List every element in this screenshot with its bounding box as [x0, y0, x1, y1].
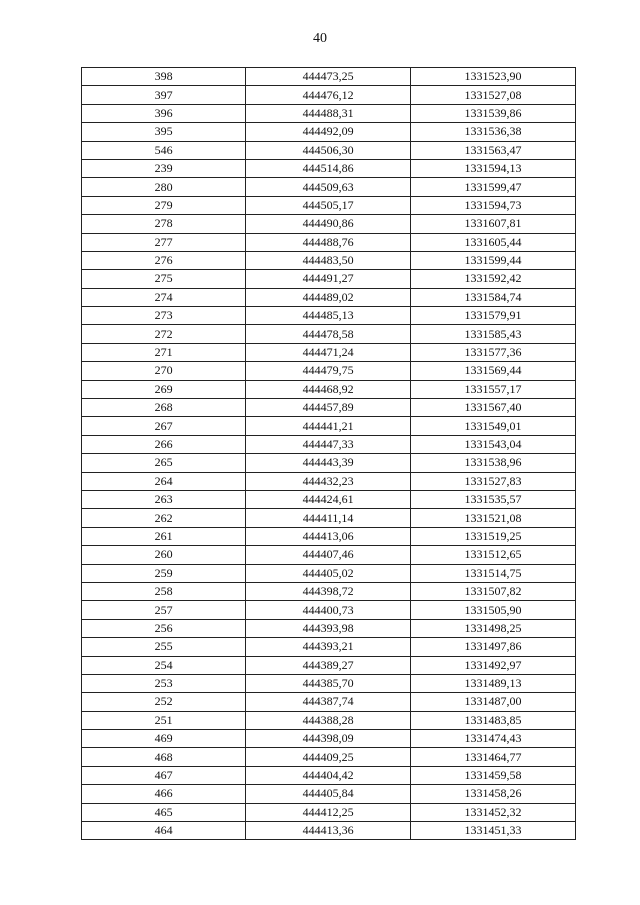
point-number-cell: 280	[82, 178, 246, 196]
point-number-cell: 271	[82, 343, 246, 361]
y-coordinate-cell: 1331539,86	[411, 104, 576, 122]
x-coordinate-cell: 444447,33	[246, 435, 411, 453]
x-coordinate-cell: 444457,89	[246, 399, 411, 417]
table-row	[82, 399, 576, 417]
point-number-cell: 278	[82, 215, 246, 233]
point-number-cell: 272	[82, 325, 246, 343]
table-row	[82, 178, 576, 196]
point-number-cell: 467	[82, 766, 246, 784]
table-row	[82, 527, 576, 545]
y-coordinate-cell: 1331594,73	[411, 196, 576, 214]
y-coordinate-cell: 1331458,26	[411, 785, 576, 803]
table-row	[82, 730, 576, 748]
x-coordinate-cell: 444424,61	[246, 490, 411, 508]
table-row	[82, 343, 576, 361]
table-row	[82, 454, 576, 472]
point-number-cell: 464	[82, 822, 246, 840]
x-coordinate-cell: 444407,46	[246, 546, 411, 564]
y-coordinate-cell: 1331599,47	[411, 178, 576, 196]
y-coordinate-cell: 1331535,57	[411, 490, 576, 508]
y-coordinate-cell: 1331507,82	[411, 582, 576, 600]
y-coordinate-cell: 1331527,83	[411, 472, 576, 490]
table-row	[82, 380, 576, 398]
y-coordinate-cell: 1331569,44	[411, 362, 576, 380]
table-row	[82, 711, 576, 729]
point-number-cell: 252	[82, 693, 246, 711]
x-coordinate-cell: 444398,72	[246, 582, 411, 600]
table-row	[82, 822, 576, 840]
x-coordinate-cell: 444488,76	[246, 233, 411, 251]
y-coordinate-cell: 1331599,44	[411, 251, 576, 269]
x-coordinate-cell: 444441,21	[246, 417, 411, 435]
y-coordinate-cell: 1331527,08	[411, 86, 576, 104]
x-coordinate-cell: 444490,86	[246, 215, 411, 233]
point-number-cell: 276	[82, 251, 246, 269]
y-coordinate-cell: 1331607,81	[411, 215, 576, 233]
table-row	[82, 233, 576, 251]
x-coordinate-cell: 444412,25	[246, 803, 411, 821]
x-coordinate-cell: 444393,21	[246, 638, 411, 656]
point-number-cell: 255	[82, 638, 246, 656]
x-coordinate-cell: 444471,24	[246, 343, 411, 361]
table-row	[82, 656, 576, 674]
page-number: 40	[313, 31, 327, 46]
x-coordinate-cell: 444404,42	[246, 766, 411, 784]
y-coordinate-cell: 1331483,85	[411, 711, 576, 729]
point-number-cell: 270	[82, 362, 246, 380]
y-coordinate-cell: 1331505,90	[411, 601, 576, 619]
y-coordinate-cell: 1331605,44	[411, 233, 576, 251]
table-row	[82, 472, 576, 490]
y-coordinate-cell: 1331538,96	[411, 454, 576, 472]
point-number-cell: 260	[82, 546, 246, 564]
table-row	[82, 803, 576, 821]
table-row	[82, 546, 576, 564]
x-coordinate-cell: 444478,58	[246, 325, 411, 343]
table-row	[82, 196, 576, 214]
x-coordinate-cell: 444514,86	[246, 159, 411, 177]
point-number-cell: 258	[82, 582, 246, 600]
y-coordinate-cell: 1331523,90	[411, 68, 576, 86]
x-coordinate-cell: 444405,02	[246, 564, 411, 582]
coordinates-table-body	[82, 68, 576, 840]
y-coordinate-cell: 1331536,38	[411, 123, 576, 141]
y-coordinate-cell: 1331498,25	[411, 619, 576, 637]
table-row	[82, 693, 576, 711]
table-row	[82, 435, 576, 453]
y-coordinate-cell: 1331474,43	[411, 730, 576, 748]
table-row	[82, 748, 576, 766]
y-coordinate-cell: 1331557,17	[411, 380, 576, 398]
x-coordinate-cell: 444506,30	[246, 141, 411, 159]
table-row	[82, 601, 576, 619]
table-row	[82, 509, 576, 527]
point-number-cell: 398	[82, 68, 246, 86]
point-number-cell: 395	[82, 123, 246, 141]
point-number-cell: 546	[82, 141, 246, 159]
x-coordinate-cell: 444413,06	[246, 527, 411, 545]
y-coordinate-cell: 1331497,86	[411, 638, 576, 656]
point-number-cell: 466	[82, 785, 246, 803]
x-coordinate-cell: 444473,25	[246, 68, 411, 86]
point-number-cell: 275	[82, 270, 246, 288]
point-number-cell: 279	[82, 196, 246, 214]
table-row	[82, 417, 576, 435]
x-coordinate-cell: 444479,75	[246, 362, 411, 380]
y-coordinate-cell: 1331492,97	[411, 656, 576, 674]
x-coordinate-cell: 444411,14	[246, 509, 411, 527]
y-coordinate-cell: 1331592,42	[411, 270, 576, 288]
x-coordinate-cell: 444387,74	[246, 693, 411, 711]
table-row	[82, 123, 576, 141]
x-coordinate-cell: 444388,28	[246, 711, 411, 729]
point-number-cell: 239	[82, 159, 246, 177]
point-number-cell: 254	[82, 656, 246, 674]
table-row	[82, 104, 576, 122]
table-row	[82, 288, 576, 306]
point-number-cell: 265	[82, 454, 246, 472]
point-number-cell: 397	[82, 86, 246, 104]
table-row	[82, 766, 576, 784]
x-coordinate-cell: 444432,23	[246, 472, 411, 490]
y-coordinate-cell: 1331451,33	[411, 822, 576, 840]
point-number-cell: 261	[82, 527, 246, 545]
y-coordinate-cell: 1331519,25	[411, 527, 576, 545]
point-number-cell: 251	[82, 711, 246, 729]
y-coordinate-cell: 1331567,40	[411, 399, 576, 417]
table-row	[82, 68, 576, 86]
y-coordinate-cell: 1331487,00	[411, 693, 576, 711]
point-number-cell: 396	[82, 104, 246, 122]
x-coordinate-cell: 444485,13	[246, 307, 411, 325]
table-row	[82, 307, 576, 325]
x-coordinate-cell: 444389,27	[246, 656, 411, 674]
point-number-cell: 264	[82, 472, 246, 490]
x-coordinate-cell: 444492,09	[246, 123, 411, 141]
x-coordinate-cell: 444483,50	[246, 251, 411, 269]
point-number-cell: 277	[82, 233, 246, 251]
table-row	[82, 362, 576, 380]
x-coordinate-cell: 444405,84	[246, 785, 411, 803]
table-row	[82, 564, 576, 582]
coordinates-table	[81, 67, 576, 840]
point-number-cell: 263	[82, 490, 246, 508]
x-coordinate-cell: 444413,36	[246, 822, 411, 840]
point-number-cell: 469	[82, 730, 246, 748]
point-number-cell: 273	[82, 307, 246, 325]
x-coordinate-cell: 444488,31	[246, 104, 411, 122]
y-coordinate-cell: 1331579,91	[411, 307, 576, 325]
table-row	[82, 638, 576, 656]
x-coordinate-cell: 444491,27	[246, 270, 411, 288]
y-coordinate-cell: 1331459,58	[411, 766, 576, 784]
y-coordinate-cell: 1331489,13	[411, 674, 576, 692]
table-row	[82, 86, 576, 104]
table-row	[82, 141, 576, 159]
point-number-cell: 266	[82, 435, 246, 453]
point-number-cell: 465	[82, 803, 246, 821]
x-coordinate-cell: 444443,39	[246, 454, 411, 472]
y-coordinate-cell: 1331464,77	[411, 748, 576, 766]
x-coordinate-cell: 444468,92	[246, 380, 411, 398]
x-coordinate-cell: 444400,73	[246, 601, 411, 619]
y-coordinate-cell: 1331563,47	[411, 141, 576, 159]
y-coordinate-cell: 1331512,65	[411, 546, 576, 564]
x-coordinate-cell: 444393,98	[246, 619, 411, 637]
x-coordinate-cell: 444489,02	[246, 288, 411, 306]
table-row	[82, 619, 576, 637]
x-coordinate-cell: 444509,63	[246, 178, 411, 196]
table-row	[82, 159, 576, 177]
x-coordinate-cell: 444385,70	[246, 674, 411, 692]
x-coordinate-cell: 444476,12	[246, 86, 411, 104]
point-number-cell: 274	[82, 288, 246, 306]
y-coordinate-cell: 1331521,08	[411, 509, 576, 527]
point-number-cell: 253	[82, 674, 246, 692]
point-number-cell: 257	[82, 601, 246, 619]
table-row	[82, 490, 576, 508]
point-number-cell: 267	[82, 417, 246, 435]
x-coordinate-cell: 444505,17	[246, 196, 411, 214]
point-number-cell: 468	[82, 748, 246, 766]
table-row	[82, 251, 576, 269]
point-number-cell: 262	[82, 509, 246, 527]
table-row	[82, 215, 576, 233]
y-coordinate-cell: 1331585,43	[411, 325, 576, 343]
y-coordinate-cell: 1331584,74	[411, 288, 576, 306]
y-coordinate-cell: 1331452,32	[411, 803, 576, 821]
table-row	[82, 674, 576, 692]
table-row	[82, 582, 576, 600]
point-number-cell: 256	[82, 619, 246, 637]
y-coordinate-cell: 1331543,04	[411, 435, 576, 453]
point-number-cell: 268	[82, 399, 246, 417]
y-coordinate-cell: 1331549,01	[411, 417, 576, 435]
x-coordinate-cell: 444398,09	[246, 730, 411, 748]
point-number-cell: 269	[82, 380, 246, 398]
x-coordinate-cell: 444409,25	[246, 748, 411, 766]
table-row	[82, 270, 576, 288]
table-row	[82, 325, 576, 343]
y-coordinate-cell: 1331577,36	[411, 343, 576, 361]
point-number-cell: 259	[82, 564, 246, 582]
y-coordinate-cell: 1331594,13	[411, 159, 576, 177]
table-row	[82, 785, 576, 803]
y-coordinate-cell: 1331514,75	[411, 564, 576, 582]
